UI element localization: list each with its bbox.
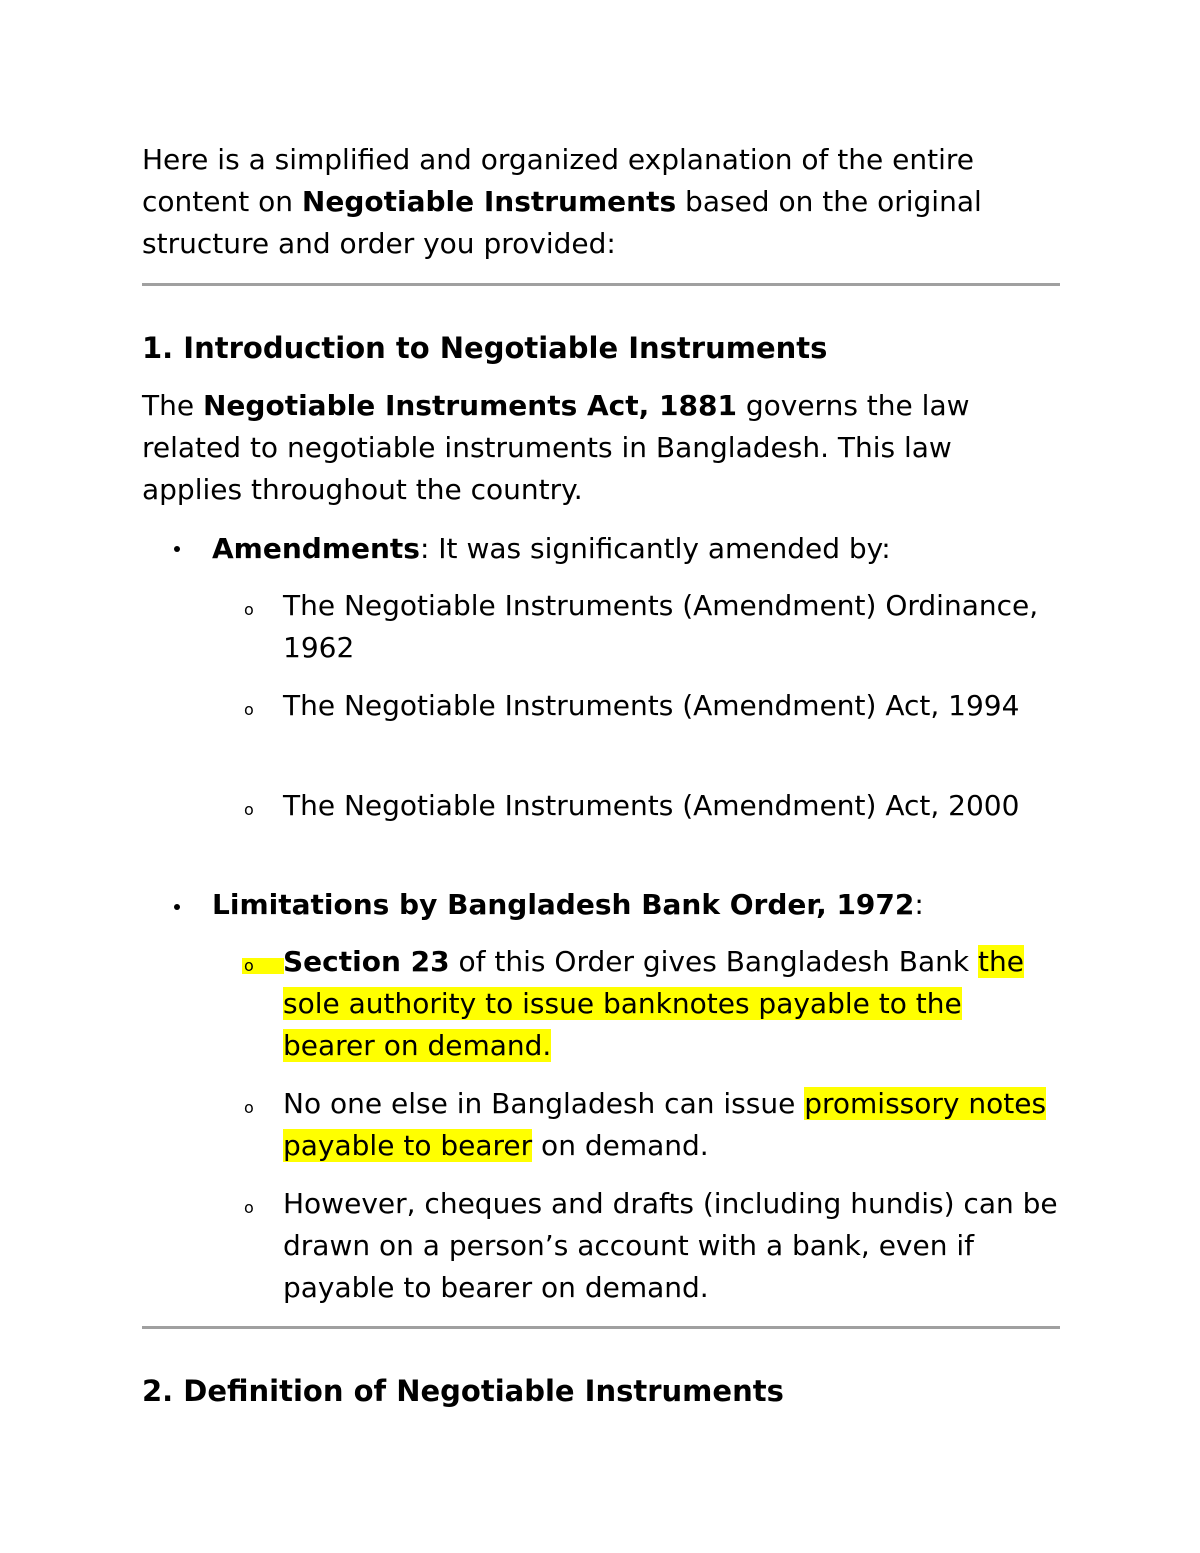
list-item-amendments [212, 528, 1060, 570]
section-1-paragraph [142, 385, 1060, 511]
para-bold-act: Negotiable Instruments Act, 1881 [202, 389, 737, 422]
limitations-label: Limitations by Bangladesh Bank Order, 1972 [212, 888, 915, 921]
list-item: The Negotiable Instruments (Amendment) Ordinance, 1962 [283, 589, 1039, 664]
list-item-no-one-else [283, 1083, 1060, 1167]
no-one-else-text-end: on demand. [532, 1129, 709, 1162]
list-item: The Negotiable Instruments (Amendment) Act, 1994 [283, 689, 1020, 722]
section-23-bold: Section 23 [283, 945, 450, 978]
list-item-cheques: However, cheques and drafts (including hundis) can be drawn on a person’s account with a bank, even if payable to bearer on demand. [283, 1187, 1058, 1304]
no-one-else-text: No one else in Bangladesh can issue [283, 1087, 805, 1120]
intro-bold-term: Negotiable Instruments [301, 185, 677, 218]
amendments-label: Amendments [212, 532, 420, 565]
horizontal-rule [142, 1326, 1060, 1329]
section-2-heading: 2. Definition of Negotiable Instruments [142, 1374, 784, 1408]
section-23-text: of this Order gives Bangladesh Bank [449, 945, 979, 978]
section-23-highlight: the sole authority to issue banknotes payable to the bearer on demand. [283, 945, 1024, 1062]
section-1-heading: 1. Introduction to Negotiable Instruments [142, 331, 828, 365]
list-item-limitations [212, 884, 1060, 926]
bullet-dot-icon [174, 904, 180, 910]
para-text-end: governs the law related to negotiable instruments in Bangladesh. This law applies throughout the country. [142, 389, 970, 506]
horizontal-rule [142, 283, 1060, 286]
bullet-circle-icon: o [244, 800, 254, 819]
bullet-circle-icon: o [244, 1098, 254, 1117]
bullet-circle-icon: o [242, 958, 284, 974]
list-item: The Negotiable Instruments (Amendment) Act, 2000 [283, 789, 1020, 822]
bullet-circle-icon: o [244, 1198, 254, 1217]
amendments-text: : It was significantly amended by: [419, 532, 891, 565]
intro-paragraph [142, 139, 1060, 265]
bullet-circle-icon: o [244, 700, 254, 719]
intro-text-end: based on the original structure and order you provided: [142, 185, 982, 260]
list-item-section-23 [283, 941, 1060, 1067]
intro-text: Here is a simplified and organized explanation of the entire content on [142, 143, 974, 218]
para-text: The [142, 389, 203, 422]
promissory-highlight: promissory notes payable to bearer [283, 1087, 1047, 1162]
limitations-text: : [914, 888, 924, 921]
bullet-dot-icon [174, 546, 180, 552]
bullet-circle-icon: o [244, 600, 254, 619]
